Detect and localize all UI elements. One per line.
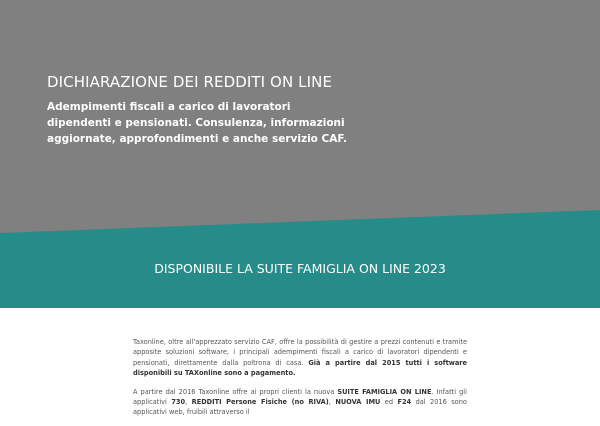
app-730: 730 — [171, 398, 186, 407]
banner-headline: DISPONIBILE LA SUITE FAMIGLIA ON LINE 2023 — [154, 261, 446, 276]
intro-bold-text: Già a partire dal 2015 tutti i software disponibili su TAXonline sono a pagamento. — [133, 358, 468, 378]
suite-text-g: , — [328, 398, 331, 407]
intro-paragraph — [133, 337, 467, 379]
suite-text-e: , — [185, 398, 188, 407]
hero-title: DICHIARAZIONE DEI REDDITI ON LINE — [47, 73, 333, 91]
suite-text-k: dal 2016 sono applicativi web, fruibili attraverso il — [133, 398, 467, 417]
app-redditi: REDDITI Persone Fisiche (no RIVA) — [191, 398, 329, 407]
content-section — [133, 337, 467, 426]
hero-subtitle: Adempimenti fiscali a carico di lavoratori dipendenti e pensionati. Consulenza, informazioni aggiornate, approfondimenti e anche servizio CAF. — [47, 101, 347, 145]
suite-paragraph — [133, 387, 467, 418]
app-imu: NUOVA IMU — [335, 398, 381, 407]
hero-text — [47, 72, 347, 147]
suite-text-a: A partire dal 2016 Taxonline offre ai propri clienti la nuova — [133, 387, 335, 396]
app-f24: F24 — [397, 398, 412, 407]
suite-text-c: . Infatti gli applicativi — [133, 387, 467, 407]
intro-text: Taxonline, oltre all'apprezzato servizio CAF, offre la possibilità di gestire a prezzi contenuti e tramite apposite soluzioni software, i principali adempimenti fiscali a carico di lavoratori dipendenti e pensionati, direttamente dalla poltrona di casa. — [133, 338, 467, 367]
suite-text-i: ed — [384, 398, 394, 407]
suite-name: SUITE FAMIGLIA ON LINE — [337, 387, 432, 396]
